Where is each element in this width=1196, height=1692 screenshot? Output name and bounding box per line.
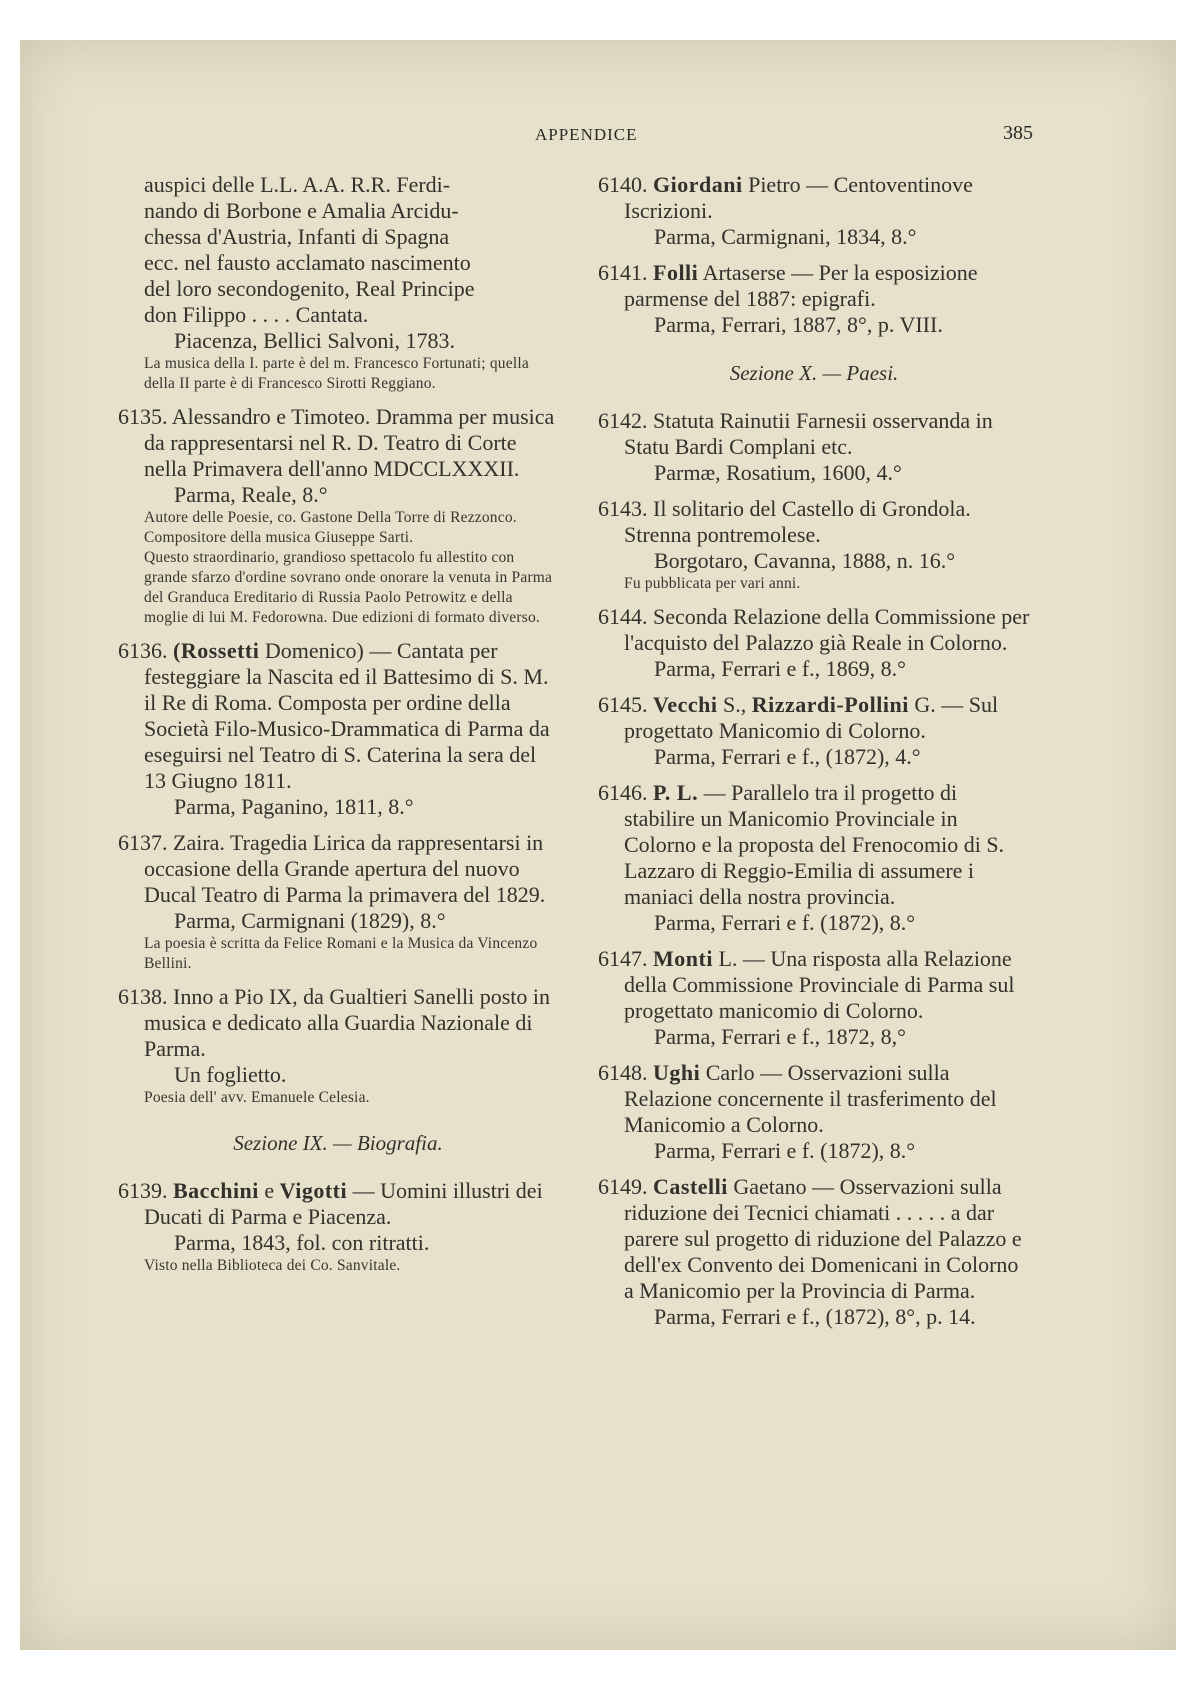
entry-title [118, 638, 558, 794]
entry-number: 6149. [598, 1174, 648, 1199]
entry-title [598, 604, 1030, 656]
entry-number: 6147. [598, 946, 648, 971]
entry-title [598, 408, 1030, 460]
entry-line: ecc. nel fausto acclamato nascimento [144, 250, 471, 275]
left-column [118, 172, 558, 1286]
entry-connector: S., [723, 692, 747, 717]
author-name: Vecchi [653, 692, 718, 717]
author-name: (Rossetti [173, 638, 260, 663]
entry-number: 6143. [598, 496, 648, 521]
entry-6141 [598, 260, 1030, 338]
entry-number: 6148. [598, 1060, 648, 1085]
entry-imprint: Parma, Reale, 8.° [174, 482, 328, 507]
entry-title [118, 830, 558, 908]
right-column [598, 172, 1030, 1340]
entry-continued [118, 172, 558, 394]
entry-6142 [598, 408, 1030, 486]
entry-6139 [118, 1178, 558, 1276]
entry-note: Fu pubblicata per vari anni. [624, 575, 801, 592]
entry-note: Visto nella Biblioteca dei Co. Sanvitale. [144, 1257, 401, 1274]
entry-title [598, 1174, 1030, 1304]
author-name: Vigotti [279, 1178, 348, 1203]
entry-imprint: Borgotaro, Cavanna, 1888, n. 16.° [654, 548, 956, 573]
entry-6137 [118, 830, 558, 974]
entry-6140 [598, 172, 1030, 250]
entry-note: Poesia dell' avv. Emanuele Celesia. [144, 1089, 370, 1106]
entry-imprint: Piacenza, Bellici Salvoni, 1783. [174, 328, 456, 353]
entry-imprint: Parma, Ferrari e f., 1872, 8,° [654, 1024, 906, 1049]
entry-title [118, 404, 558, 482]
entry-line: auspici delle L.L. A.A. R.R. Ferdi- [144, 172, 451, 197]
entry-title [598, 780, 1030, 910]
entry-imprint: Parma, 1843, fol. con ritratti. [174, 1230, 430, 1255]
entry-text: Carlo — Osservazioni sulla Relazione concernente il trasferimento del Manicomio a Colorno. [624, 1060, 997, 1137]
entry-6146 [598, 780, 1030, 936]
entry-6138 [118, 984, 558, 1108]
entry-line: del loro secondogenito, Real Principe [144, 276, 475, 301]
entry-text: Pietro — Centoventinove Iscrizioni. [624, 172, 973, 223]
entry-text: Artaserse — Per la esposizione parmense del 1887: epigrafi. [624, 260, 978, 311]
entry-number: 6142. [598, 408, 648, 433]
page-number: 385 [1003, 122, 1033, 144]
entry-imprint: Parma, Ferrari e f. (1872), 8.° [654, 1138, 916, 1163]
entry-text: Statuta Rainutii Farnesii osservanda in Statu Bardi Complani etc. [624, 408, 993, 459]
entry-6135 [118, 404, 558, 628]
entry-imprint: Parma, Ferrari e f., (1872), 8°, p. 14. [654, 1304, 976, 1329]
entry-connector: e [264, 1178, 275, 1203]
entry-line: don Filippo . . . . Cantata. [144, 302, 369, 327]
entry-imprint: Parma, Ferrari, 1887, 8°, p. VIII. [654, 312, 943, 337]
entry-6148 [598, 1060, 1030, 1164]
entry-6145 [598, 692, 1030, 770]
author-name: Folli [653, 260, 699, 285]
entry-imprint: Parma, Ferrari e f. (1872), 8.° [654, 910, 916, 935]
entry-title [598, 946, 1030, 1024]
entry-number: 6135. [118, 404, 168, 429]
entry-text: Inno a Pio IX, da Gualtieri Sanelli posto in musica e dedicato alla Guardia Nazionale di Parma. [144, 984, 550, 1061]
running-head: APPENDICE [535, 125, 638, 144]
entry-text: G. — Sul progettato Manicomio di Colorno. [624, 692, 999, 743]
entry-note: Autore delle Poesie, co. Gastone Della Torre di Rezzonco. Compositore della musica Giuseppe Sarti. [144, 509, 517, 546]
entry-6143 [598, 496, 1030, 594]
entry-imprint: Parma, Paganino, 1811, 8.° [174, 794, 414, 819]
section-heading: Sezione IX. — Biografia. [233, 1131, 443, 1155]
entry-text: L. — Una risposta alla Relazione della Commissione Provinciale di Parma sul progettato manicomio di Colorno. [624, 946, 1015, 1023]
author-name: Bacchini [173, 1178, 259, 1203]
entry-line: chessa d'Austria, Infanti di Spagna [144, 224, 450, 249]
entry-title [598, 496, 1030, 548]
entry-number: 6137. [118, 830, 168, 855]
entry-text: Gaetano — Osservazioni sulla riduzione dei Tecnici chiamati . . . . . a dar parere sul progetto di riduzione del Palazzo e dell'ex Convento dei Domenicani in Colorno a Manicomio per la Provincia di Parma. [624, 1174, 1022, 1303]
entry-6149 [598, 1174, 1030, 1330]
entry-imprint: Parma, Ferrari e f., 1869, 8.° [654, 656, 906, 681]
entry-text: Seconda Relazione della Commissione per l'acquisto del Palazzo già Reale in Colorno. [624, 604, 1030, 655]
entry-text: — Uomini illustri dei Ducati di Parma e Piacenza. [144, 1178, 543, 1229]
entry-imprint: Parma, Carmignani (1829), 8.° [174, 908, 446, 933]
entry-title [598, 692, 1030, 744]
entry-title [118, 984, 558, 1062]
author-name: Giordani [653, 172, 743, 197]
entry-number: 6146. [598, 780, 648, 805]
entry-number: 6141. [598, 260, 648, 285]
entry-title [598, 260, 1030, 312]
entry-title [598, 1060, 1030, 1138]
entry-6136 [118, 638, 558, 820]
entry-note: La musica della I. parte è del m. Francesco Fortunati; quella della II parte è di Francesco Sirotti Reggiano. [144, 355, 529, 392]
entry-text: Domenico) — Cantata per festeggiare la Nascita ed il Battesimo di S. M. il Re di Roma. Composta per ordine della Società Filo-Musico-Drammatica di Parma da eseguirsi nel Teatro di S. Caterina la sera del 13 Giugno 1811. [144, 638, 550, 793]
entry-note: La poesia è scritta da Felice Romani e la Musica da Vincenzo Bellini. [144, 935, 538, 972]
entry-text: — Parallelo tra il progetto di stabilire un Manicomio Provinciale in Colorno e la proposta del Frenocomio di S. Lazzaro di Reggio-Emilia di assumere i maniaci della nostra provincia. [624, 780, 1005, 909]
entry-title [118, 1178, 558, 1230]
author-name: P. L. [653, 780, 699, 805]
entry-text: Il solitario del Castello di Grondola. Strenna pontremolese. [624, 496, 971, 547]
entry-imprint: Parma, Ferrari e f., (1872), 4.° [654, 744, 921, 769]
entry-title [598, 172, 1030, 224]
entry-number: 6138. [118, 984, 168, 1009]
entry-number: 6139. [118, 1178, 168, 1203]
entry-text: Alessandro e Timoteo. Dramma per musica da rappresentarsi nel R. D. Teatro di Corte nella Primavera dell'anno MDCCLXXXII. [144, 404, 555, 481]
entry-number: 6144. [598, 604, 648, 629]
entry-text: Zaira. Tragedia Lirica da rappresentarsi in occasione della Grande apertura del nuovo Ducal Teatro di Parma la primavera del 1829. [144, 830, 546, 907]
entry-imprint: Un foglietto. [174, 1062, 287, 1087]
entry-number: 6136. [118, 638, 168, 663]
entry-imprint: Parma, Carmignani, 1834, 8.° [654, 224, 917, 249]
entry-line: nando di Borbone e Amalia Arcidu- [144, 198, 459, 223]
author-name: Monti [653, 946, 713, 971]
author-name: Castelli [653, 1174, 728, 1199]
entry-imprint: Parmæ, Rosatium, 1600, 4.° [654, 460, 902, 485]
section-heading: Sezione X. — Paesi. [729, 361, 899, 385]
entry-number: 6145. [598, 692, 648, 717]
entry-number: 6140. [598, 172, 648, 197]
entry-note: Questo straordinario, grandioso spettacolo fu allestito con grande sfarzo d'ordine sovrano onde onorare la venuta in Parma del Granduca Ereditario di Russia Paolo Petrowitz e della moglie di lui M. Fedorowna. Due edizioni di formato diverso. [144, 549, 553, 626]
entry-6147 [598, 946, 1030, 1050]
entry-6144 [598, 604, 1030, 682]
author-name: Rizzardi-Pollini [751, 692, 909, 717]
author-name: Ughi [653, 1060, 701, 1085]
